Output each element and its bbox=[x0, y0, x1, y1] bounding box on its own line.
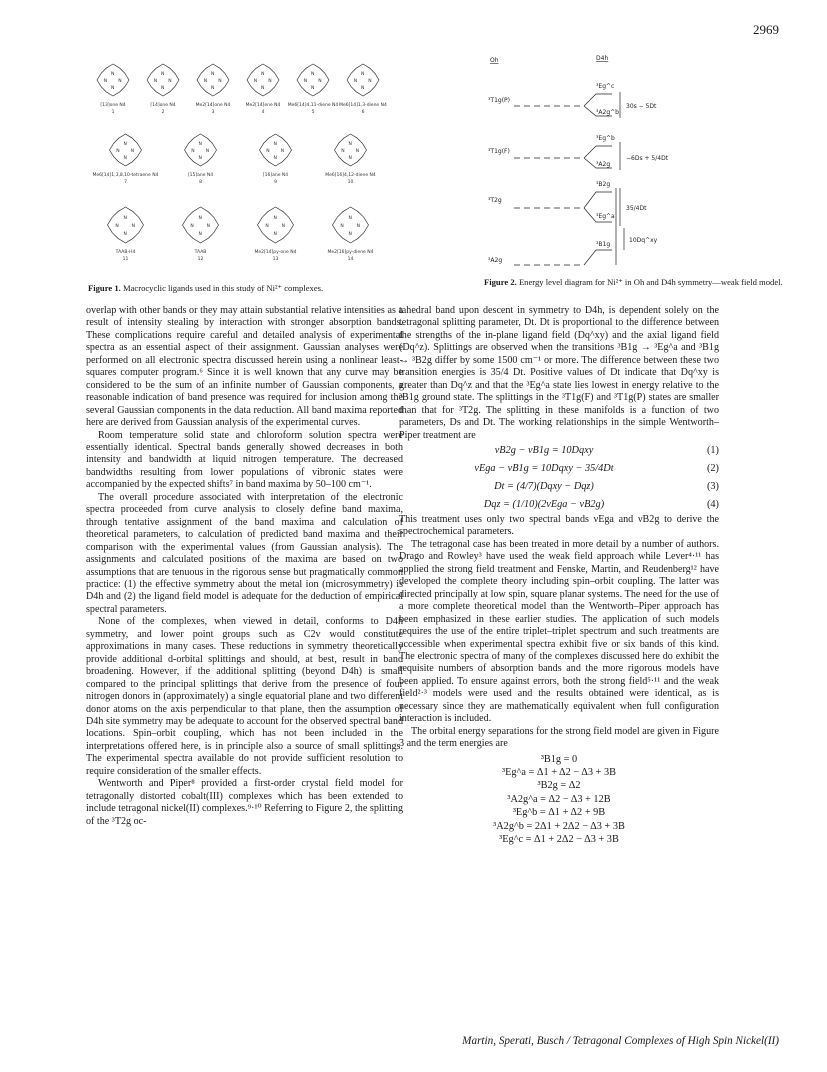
equation bbox=[399, 442, 719, 460]
term-energy: ³A2g^a = Δ2 − Δ3 + 12B bbox=[507, 793, 611, 805]
nitrogen-atom: N bbox=[190, 224, 194, 229]
equation bbox=[399, 478, 719, 496]
ligand-number: 10 bbox=[347, 180, 354, 185]
nitrogen-atom: N bbox=[198, 215, 202, 221]
nitrogen-atom: N bbox=[103, 79, 108, 84]
d4h-level-b2g: ³B2g bbox=[596, 181, 611, 188]
paragraph: The tetragonal case has been treated in more detail by a number of authors. Drago and Rowley³ have used the weak field approach while Lever⁴·¹¹ has applied the strong field treatment and Fenske, Martin, and Reudenberg¹² have developed the complete theory including spin–orbit coupling. The latter was directed principally at low spin, square planar systems. The need for the use of a more complete theoretical model than the Wentworth–Piper approach has been emphasized in these earlier studies. The application of such models requires the use of the entire triplet–triplet spectrum and such treatments are accessible when experimental spectra exhibit five or six bands of this kind. The electronic spectra of many of the complexes discussed here do exhibit the requisite numbers of absorption bands and the more rigorous models have been applied. To ensure against errors, both the strong field⁵·¹¹ and the weak field²·³ models were used and the results obtained were identical, as is necessary since they are mathematically equivalent when full configuration interaction is included. bbox=[399, 538, 719, 725]
figure-2-caption-text: Energy level diagram for Ni²⁺ in Oh and D4h symmetry—weak field model. bbox=[518, 277, 783, 287]
nitrogen-atom: N bbox=[261, 71, 265, 77]
equation-formula: νEga − νB1g = 10Dqxy − 35/4Dt bbox=[474, 462, 614, 474]
nitrogen-atom: N bbox=[261, 86, 265, 92]
right-column bbox=[399, 305, 719, 846]
d4h-level-eg-a: ³Eg^a bbox=[596, 213, 615, 220]
nitrogen-atom: N bbox=[273, 232, 277, 238]
d4h-label: D4h bbox=[596, 55, 609, 62]
nitrogen-atom: N bbox=[218, 79, 222, 84]
nitrogen-atom: N bbox=[253, 79, 258, 84]
ligand-number: 4 bbox=[261, 110, 265, 115]
left-column bbox=[86, 305, 403, 828]
equation-number: (1) bbox=[706, 444, 719, 456]
nitrogen-atom: N bbox=[123, 141, 127, 147]
paragraph: This treatment uses only two spectral bands νEga and νB2g to derive the spectrochemical parameters. bbox=[399, 513, 719, 538]
nitrogen-atom: N bbox=[273, 141, 277, 147]
paragraph: Wentworth and Piper⁸ provided a first-order crystal field model for tetragonally distorted cobalt(III) complexes which has been extended to include tetragonal nickel(II) complexes.⁹·¹⁰ Referring to Figure 2, the splitting of the ³T2g oc- bbox=[86, 778, 403, 827]
ligand-label: Me2[16]py-diene N4 bbox=[327, 250, 374, 255]
term-energy: ³B2g = Δ2 bbox=[537, 780, 581, 792]
figure-2-energy-diagram bbox=[484, 50, 774, 280]
nitrogen-atom: N bbox=[111, 86, 115, 92]
nitrogen-atom: N bbox=[118, 79, 122, 84]
nitrogen-atom: N bbox=[318, 79, 322, 84]
ligand-number: 3 bbox=[211, 110, 215, 115]
equation bbox=[399, 460, 719, 478]
figure-2-caption bbox=[484, 277, 784, 288]
term-energy: ³Eg^c = Δ1 + 2Δ2 − Δ3 + 3B bbox=[499, 834, 619, 846]
nitrogen-atom: N bbox=[353, 79, 358, 84]
ligand-number: 8 bbox=[199, 180, 202, 185]
oh-level-a2g: ³A2g bbox=[488, 257, 503, 264]
nitrogen-atom: N bbox=[168, 79, 172, 84]
nitrogen-atom: N bbox=[203, 79, 208, 84]
nitrogen-atom: N bbox=[116, 149, 120, 154]
ligand-label: Me6[16]4,12-diene N4 bbox=[325, 173, 376, 178]
nitrogen-atom: N bbox=[311, 86, 315, 92]
macrocycle-ring bbox=[183, 207, 219, 243]
paragraph: Room temperature solid state and chloroform solution spectra were essentially identical. Spectral bands generally showed decreases in both intensity and bandwidth at liquid nitrogen temperature. The decreased bandwidths resulting from lower populations of vibronic states were accompanied by the expected shifts⁷ in band maxima by 50–100 cm⁻¹. bbox=[86, 429, 403, 491]
nitrogen-atom: N bbox=[361, 71, 365, 77]
oh-label: Oh bbox=[490, 57, 499, 64]
d4h-level-eg-c: ³Eg^c bbox=[596, 83, 615, 90]
nitrogen-atom: N bbox=[198, 141, 202, 147]
nitrogen-atom: N bbox=[205, 149, 210, 154]
macrocycle-ring bbox=[333, 207, 369, 243]
nitrogen-atom: N bbox=[348, 156, 352, 162]
d4h-level-a2g: ³A2g bbox=[596, 161, 611, 168]
term-energy: ³B1g = 0 bbox=[540, 753, 578, 765]
ligand-number: 2 bbox=[161, 110, 165, 115]
running-footer: Martin, Sperati, Busch / Tetragonal Complexes of High Spin Nickel(II) bbox=[462, 1035, 779, 1047]
nitrogen-atom: N bbox=[161, 71, 165, 77]
nitrogen-atom: N bbox=[355, 149, 360, 154]
ligand-label: TAAB bbox=[194, 250, 207, 255]
paragraph: overlap with other bands or they may attain substantial relative intensities as a result of intensity stealing by interaction with stronger absorption bands. These complications require careful and detailed analysis of experimental spectra as an essential aspect of their assignment. Gaussian analyses were performed on all electronic spectra discussed herein using a nonlinear least-squares computer program.⁶ Since it is well known that any curve may be considered to be the sum of an infinite number of Gaussian components, a reasonable indication of band presence was required for inclusion among the several Gaussian components in the data reduction. All band maxima reported here are derived from Gaussian analysis of the experimental curves. bbox=[86, 305, 403, 429]
paragraph: The orbital energy separations for the strong field model are given in Figure 3 and the term energies are bbox=[399, 725, 719, 750]
ligand-label: [13]one N4 bbox=[100, 103, 126, 108]
nitrogen-atom: N bbox=[266, 149, 270, 154]
nitrogen-atom: N bbox=[303, 79, 308, 84]
splitting-tp: 30s − 5Dt bbox=[626, 103, 657, 110]
figure-1-caption-text: Macrocyclic ligands used in this study of Ni²⁺ complexes. bbox=[122, 283, 324, 293]
nitrogen-atom: N bbox=[311, 71, 315, 77]
term-energy: ³Eg^b = Δ1 + Δ2 + 9B bbox=[512, 807, 606, 819]
oh-level-t1g-p: ³T1g(P) bbox=[488, 97, 510, 104]
ligand-number: 12 bbox=[197, 257, 204, 262]
d4h-level-b1g: ³B1g bbox=[596, 241, 611, 248]
ligand-number: 6 bbox=[361, 110, 365, 115]
equation bbox=[399, 496, 719, 514]
figure-1-structures bbox=[88, 55, 388, 280]
nitrogen-atom: N bbox=[281, 224, 285, 229]
term-energy: ³A2g^b = 2Δ1 + 2Δ2 − Δ3 + 3B bbox=[493, 820, 625, 832]
macrocycle-ring bbox=[258, 207, 294, 243]
nitrogen-atom: N bbox=[265, 224, 269, 229]
ligand-number: 5 bbox=[311, 110, 315, 115]
equation-number: (4) bbox=[706, 498, 719, 510]
ligand-label: Me6[14]4,11-diene N4 bbox=[287, 103, 339, 108]
equation-number: (2) bbox=[706, 462, 719, 474]
figure-2-caption-label: Figure 2. bbox=[484, 277, 517, 287]
ligand-number: 9 bbox=[274, 180, 277, 185]
figure-1-caption-label: Figure 1. bbox=[88, 283, 121, 293]
nitrogen-atom: N bbox=[361, 86, 365, 92]
equation-formula: Dqz = (1/10)(2νEga − νB2g) bbox=[483, 498, 605, 510]
nitrogen-atom: N bbox=[211, 86, 215, 92]
ligand-label: Me2[14]ene N4 bbox=[245, 103, 281, 108]
splitting-dq: 10Dq^xy bbox=[629, 237, 658, 244]
nitrogen-atom: N bbox=[368, 79, 372, 84]
ligand-label: [15]ane N4 bbox=[187, 173, 214, 178]
ligand-label: Me2[14]one N4 bbox=[195, 103, 231, 108]
nitrogen-atom: N bbox=[211, 71, 215, 77]
figure-1-caption bbox=[88, 283, 398, 294]
ligand-label: Me6[14]1,3,8,10-tetraene N4 bbox=[92, 173, 159, 178]
nitrogen-atom: N bbox=[198, 156, 202, 162]
ligand-label: [16]ane N4 bbox=[262, 173, 289, 178]
nitrogen-atom: N bbox=[115, 224, 119, 229]
nitrogen-atom: N bbox=[161, 86, 165, 92]
nitrogen-atom: N bbox=[273, 215, 277, 221]
equation-number: (3) bbox=[706, 480, 719, 492]
oh-level-t1g-f: ³T1g(F) bbox=[488, 148, 510, 155]
nitrogen-atom: N bbox=[348, 215, 352, 221]
nitrogen-atom: N bbox=[280, 149, 285, 154]
splitting-tf: −6Ds + 5/4Dt bbox=[626, 155, 669, 162]
paragraph: The overall procedure associated with interpretation of the electronic spectra proceeded from curve analysis to closely define band maxima, through tentative assignment of the band maxima and calculation of theoretical parameters, to calculation of predicted band maxima and their comparison with the experimental values (from Gaussian analysis). The assignments and calculated positions of the maxima are based on two assumptions that are tenuous in the rigorous sense but pragmatically common practice: (1) the effective symmetry about the metal ion (microsymmetry) is D4h and (2) the ligand field model is adequate for the deduction of empirical spectral parameters. bbox=[86, 491, 403, 615]
ligand-label: [14]one N4 bbox=[150, 103, 176, 108]
nitrogen-atom: N bbox=[191, 149, 195, 154]
ligand-number: 14 bbox=[347, 257, 354, 262]
equation-formula: νB2g − νB1g = 10Dqxy bbox=[494, 444, 594, 456]
equation-formula: Dt = (4/7)(Dqxy − Dqz) bbox=[494, 480, 594, 492]
term-energy: ³Eg^a = Δ1 + Δ2 − Δ3 + 3B bbox=[502, 767, 616, 778]
nitrogen-atom: N bbox=[198, 232, 202, 238]
paragraph: None of the complexes, when viewed in detail, conforms to D4h symmetry, and lower point groups such as C2v would constitute approximations in many cases. These reductions in symmetry theoretically provide additional d-orbital splittings and should, at best, result in band broadening. However, if the additional splitting (beyond D4h) is small compared to the principal splittings that derive from the presence of four nitrogen donors in (approximately) a single equatorial plane and two different donor atoms on the axis perpendicular to that plane, then the assumption of D4h site symmetry may be adequate to account for the observed spectral band locations. Spin–orbit coupling, which has not been included in the interpretations offered here, is in principle also a source of small splittings. The experimental spectra available do not provide sufficient resolution to require consideration of the smaller effects. bbox=[86, 616, 403, 777]
ligand-label: Me2[14]py-one N4 bbox=[254, 250, 297, 255]
nitrogen-atom: N bbox=[273, 156, 277, 162]
nitrogen-atom: N bbox=[341, 149, 345, 154]
splitting-t2g: 35/4Dt bbox=[626, 205, 647, 212]
d4h-level-eg-b: ³Eg^b bbox=[596, 135, 615, 142]
ligand-number: 1 bbox=[111, 110, 115, 115]
ligand-label: Me6[14]1,3-diene N4 bbox=[339, 103, 387, 108]
nitrogen-atom: N bbox=[268, 79, 272, 84]
ligand-number: 7 bbox=[124, 180, 127, 185]
nitrogen-atom: N bbox=[340, 224, 344, 229]
term-energies bbox=[399, 753, 719, 847]
ligand-number: 13 bbox=[272, 257, 279, 262]
nitrogen-atom: N bbox=[123, 156, 127, 162]
nitrogen-atom: N bbox=[356, 224, 360, 229]
nitrogen-atom: N bbox=[123, 215, 127, 221]
nitrogen-atom: N bbox=[130, 149, 135, 154]
nitrogen-atom: N bbox=[111, 71, 115, 77]
nitrogen-atom: N bbox=[131, 224, 135, 229]
nitrogen-atom: N bbox=[348, 232, 352, 238]
nitrogen-atom: N bbox=[123, 232, 127, 238]
ligand-number: 11 bbox=[122, 257, 129, 262]
paragraph: tahedral band upon descent in symmetry to D4h, is dependent solely on the tetragonal splitting parameter, Dt. Dt is proportional to the difference between the strengths of the in-plane ligand field (Dq^xy) and the axial ligand field (Dq^z). Splittings are observed when the transitions ³B1g → ³Eg^a and ³B1g → ³B2g differ by some 1500 cm⁻¹ or more. The difference between these two transition energies is 35/4 Dt. Positive values of Dt indicate that Dq^xy is greater than Dq^z and that the ³Eg^a state lies lowest in energy relative to the ³B1g ground state. The splittings in the ³T1g(F) and ³T1g(P) states are smaller than that for ³T2g. The splitting in these manifolds is a function of two parameters, Ds and Dt. The working relationships in the simple Wentworth–Piper treatment are bbox=[399, 305, 719, 441]
d4h-level-a2g-b: ³A2g^b bbox=[596, 109, 619, 116]
ligand-label: TAAB-H4 bbox=[115, 250, 136, 255]
macrocycle-ring bbox=[108, 207, 144, 243]
page-number: 2969 bbox=[753, 22, 779, 37]
oh-level-t2g: ³T2g bbox=[488, 197, 502, 204]
nitrogen-atom: N bbox=[348, 141, 352, 147]
nitrogen-atom: N bbox=[206, 224, 210, 229]
nitrogen-atom: N bbox=[153, 79, 158, 84]
